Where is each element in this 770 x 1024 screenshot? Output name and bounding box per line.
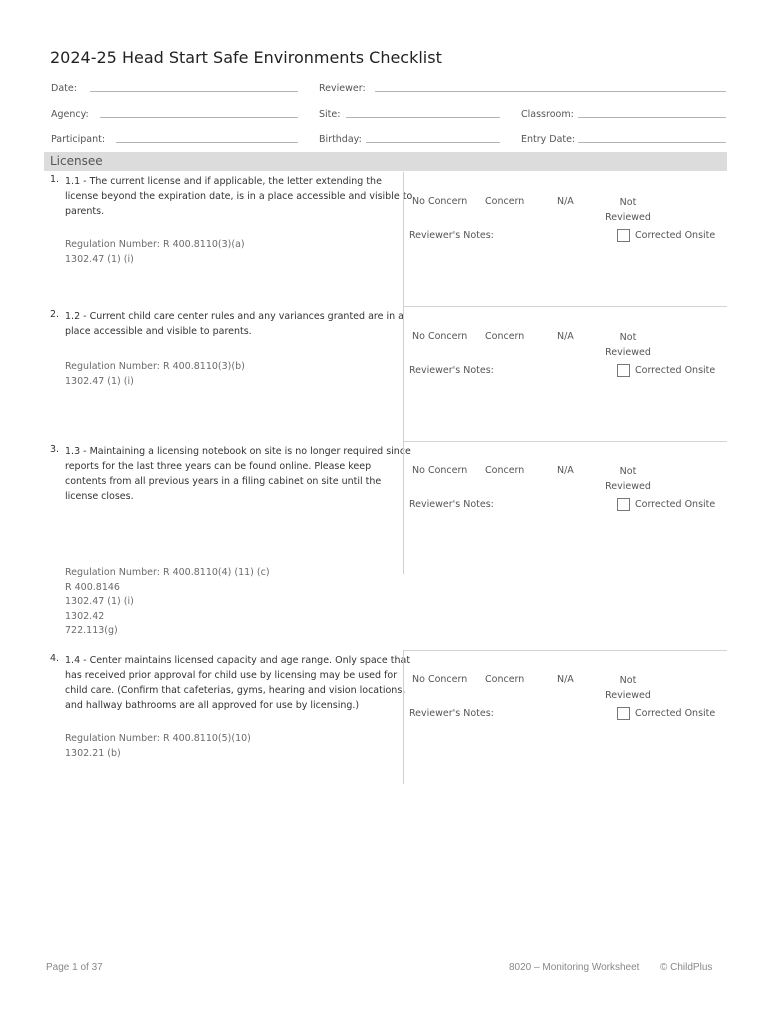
na-option[interactable]: N/A xyxy=(557,674,574,685)
classroom-label: Classroom: xyxy=(521,109,574,120)
corrected-onsite-checkbox[interactable] xyxy=(617,498,630,511)
reviewer-label: Reviewer: xyxy=(319,83,366,94)
entry-date-label: Entry Date: xyxy=(521,134,576,145)
na-option[interactable]: N/A xyxy=(557,331,574,342)
date-field[interactable] xyxy=(90,91,298,92)
section-header-bar xyxy=(44,152,727,171)
column-divider xyxy=(403,651,404,784)
classroom-field[interactable] xyxy=(578,117,726,118)
participant-label: Participant: xyxy=(51,134,106,145)
reviewers-notes-label: Reviewer's Notes: xyxy=(409,499,494,510)
no-concern-option[interactable]: No Concern xyxy=(412,674,468,685)
worksheet-label: 8020 – Monitoring Worksheet xyxy=(509,962,640,973)
column-divider xyxy=(403,307,404,441)
reviewer-field[interactable] xyxy=(375,91,726,92)
item-number: 4. xyxy=(50,653,60,664)
item-number: 2. xyxy=(50,309,60,320)
entry-date-field[interactable] xyxy=(578,142,726,143)
reviewers-notes-label: Reviewer's Notes: xyxy=(409,365,494,376)
concern-option[interactable]: Concern xyxy=(485,196,525,207)
item-text: 1.1 - The current license and if applicable, the letter extending the license beyond the expiration date, is in a place accessible and visible to parents. xyxy=(65,176,413,217)
regulation-number: Regulation Number: R 400.8110(3)(a) 1302.47 (1) (i) xyxy=(65,239,245,265)
concern-option[interactable]: Concern xyxy=(485,465,525,476)
page-title: 2024-25 Head Start Safe Environments Checklist xyxy=(50,48,442,67)
not-reviewed-option[interactable]: Not Reviewed xyxy=(605,675,651,701)
corrected-onsite-label: Corrected Onsite xyxy=(635,499,716,510)
reviewers-notes-label: Reviewer's Notes: xyxy=(409,708,494,719)
page-number: Page 1 of 37 xyxy=(46,962,103,973)
regulation-number: Regulation Number: R 400.8110(4) (11) (c) R 400.8146 1302.47 (1) (i) 1302.42 722.113(g) xyxy=(65,567,270,636)
birthday-label: Birthday: xyxy=(319,134,362,145)
corrected-onsite-checkbox[interactable] xyxy=(617,229,630,242)
row-divider xyxy=(403,306,727,307)
corrected-onsite-label: Corrected Onsite xyxy=(635,708,716,719)
site-label: Site: xyxy=(319,109,341,120)
corrected-onsite-label: Corrected Onsite xyxy=(635,230,716,241)
na-option[interactable]: N/A xyxy=(557,465,574,476)
item-text: 1.4 - Center maintains licensed capacity and age range. Only space that has received prior approval for child use by licensing may be used for child care. (Confirm that cafeterias, gyms, hearing and vision locations, and hallway bathrooms are all approved for use by licensing.) xyxy=(65,655,411,711)
no-concern-option[interactable]: No Concern xyxy=(412,196,468,207)
corrected-onsite-checkbox[interactable] xyxy=(617,364,630,377)
date-label: Date: xyxy=(51,83,77,94)
site-field[interactable] xyxy=(346,117,500,118)
not-reviewed-option[interactable]: Not Reviewed xyxy=(605,466,651,492)
concern-option[interactable]: Concern xyxy=(485,331,525,342)
item-number: 3. xyxy=(50,444,60,455)
agency-field[interactable] xyxy=(100,117,298,118)
column-divider xyxy=(403,442,404,574)
corrected-onsite-label: Corrected Onsite xyxy=(635,365,716,376)
reviewers-notes-label: Reviewer's Notes: xyxy=(409,230,494,241)
no-concern-option[interactable]: No Concern xyxy=(412,331,468,342)
na-option[interactable]: N/A xyxy=(557,196,574,207)
not-reviewed-option[interactable]: Not Reviewed xyxy=(605,197,651,223)
participant-field[interactable] xyxy=(116,142,298,143)
not-reviewed-option[interactable]: Not Reviewed xyxy=(605,332,651,358)
regulation-number: Regulation Number: R 400.8110(3)(b) 1302.47 (1) (i) xyxy=(65,361,245,387)
corrected-onsite-checkbox[interactable] xyxy=(617,707,630,720)
no-concern-option[interactable]: No Concern xyxy=(412,465,468,476)
item-text: 1.2 - Current child care center rules and any variances granted are in a place accessible and visible to parents. xyxy=(65,311,404,337)
copyright-label: © ChildPlus xyxy=(660,962,713,973)
concern-option[interactable]: Concern xyxy=(485,674,525,685)
item-text: 1.3 - Maintaining a licensing notebook on site is no longer required since reports for the last three years can be found online. Please keep contents from all previous years in a filing cabinet on site until the license closes. xyxy=(65,446,411,502)
regulation-number: Regulation Number: R 400.8110(5)(10) 1302.21 (b) xyxy=(65,733,251,759)
item-number: 1. xyxy=(50,174,60,185)
row-divider xyxy=(403,441,727,442)
column-divider xyxy=(403,172,404,306)
birthday-field[interactable] xyxy=(366,142,500,143)
section-title: Licensee xyxy=(50,154,103,168)
agency-label: Agency: xyxy=(51,109,89,120)
row-divider xyxy=(403,650,727,651)
